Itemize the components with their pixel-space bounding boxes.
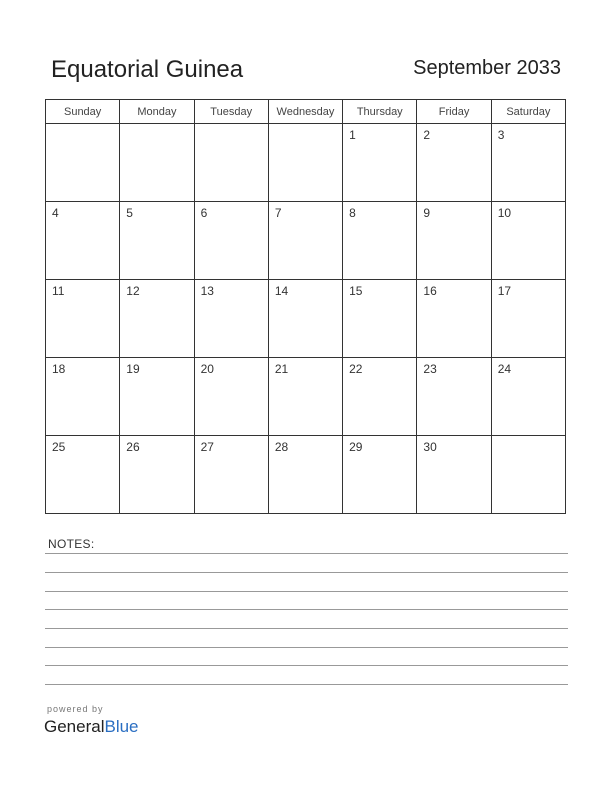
note-line: [45, 647, 568, 648]
day-number: 18: [52, 362, 66, 376]
day-number: 23: [423, 362, 437, 376]
day-number: 20: [200, 362, 214, 376]
calendar-grid: [45, 99, 566, 514]
note-line: [45, 665, 568, 666]
weekday-friday: Friday: [417, 100, 491, 124]
day-number: 16: [423, 284, 437, 298]
day-number: 9: [423, 206, 431, 220]
day-cell: [343, 202, 417, 280]
country-title: Equatorial Guinea: [51, 56, 244, 83]
day-number: 5: [126, 206, 133, 220]
week-row: [46, 280, 566, 358]
day-cell: [120, 202, 194, 280]
day-number: 6: [200, 206, 208, 220]
note-line: [45, 628, 568, 629]
weekday-monday: Monday: [120, 100, 194, 124]
day-number: 19: [126, 362, 140, 376]
day-cell: [491, 280, 565, 358]
day-cell: [46, 202, 120, 280]
day-cell: [46, 124, 120, 202]
day-number: [120, 131, 126, 135]
day-number: [195, 131, 201, 135]
day-cell: [46, 358, 120, 436]
day-number: [269, 131, 275, 135]
day-cell: [417, 280, 491, 358]
day-number: 11: [52, 284, 65, 298]
day-cell: [194, 280, 268, 358]
day-number: [46, 131, 52, 135]
note-line: [45, 684, 568, 685]
day-number: 3: [497, 128, 505, 142]
day-cell: [268, 124, 342, 202]
day-cell: [120, 280, 194, 358]
day-number: [492, 443, 498, 447]
day-number: 29: [349, 440, 363, 454]
day-cell: [491, 358, 565, 436]
day-cell: [194, 202, 268, 280]
day-number: 28: [274, 440, 289, 454]
day-number: 21: [274, 362, 289, 376]
day-cell: [194, 358, 268, 436]
day-cell: [120, 436, 194, 514]
day-number: 17: [497, 284, 512, 298]
day-cell: [491, 124, 565, 202]
day-number: 24: [497, 362, 512, 376]
day-number: 30: [423, 440, 437, 454]
day-cell: [46, 280, 120, 358]
day-cell: [417, 202, 491, 280]
weekday-thursday: Thursday: [343, 100, 417, 124]
note-line: [45, 553, 568, 554]
day-number: 12: [126, 284, 140, 298]
powered-by-text: powered by: [47, 704, 104, 714]
note-line: [45, 591, 568, 592]
day-number: 25: [52, 440, 66, 454]
day-cell: [120, 358, 194, 436]
day-cell: [491, 202, 565, 280]
day-number: 4: [52, 206, 59, 220]
weekday-sunday: Sunday: [46, 100, 120, 124]
day-cell: [417, 436, 491, 514]
weekday-wednesday: Wednesday: [268, 100, 342, 124]
day-cell: [343, 436, 417, 514]
day-number: 1: [349, 128, 356, 142]
notes-label: NOTES:: [48, 537, 95, 551]
weekday-header-row: [46, 100, 566, 124]
brand-blue: Blue: [104, 717, 139, 736]
week-row: [46, 202, 566, 280]
week-row: [46, 358, 566, 436]
day-cell: [268, 202, 342, 280]
day-number: 14: [274, 284, 289, 298]
day-number: 15: [349, 284, 363, 298]
day-cell: [343, 358, 417, 436]
day-cell: [194, 436, 268, 514]
brand-general: General: [44, 717, 105, 736]
note-line: [45, 572, 568, 573]
day-cell: [46, 436, 120, 514]
week-row: [46, 124, 566, 202]
day-number: 22: [349, 362, 363, 376]
day-number: 26: [126, 440, 140, 454]
week-row: [46, 436, 566, 514]
day-cell: [268, 358, 342, 436]
day-number: 7: [274, 206, 282, 220]
day-cell: [491, 436, 565, 514]
day-cell: [343, 124, 417, 202]
day-cell: [417, 358, 491, 436]
month-year-title: September 2033: [413, 57, 561, 79]
day-cell: [343, 280, 417, 358]
day-number: 8: [349, 206, 356, 220]
day-number: 27: [200, 440, 214, 454]
day-cell: [194, 124, 268, 202]
brand-logo[interactable]: [44, 717, 139, 737]
day-cell: [417, 124, 491, 202]
day-cell: [268, 436, 342, 514]
day-number: 13: [200, 284, 214, 298]
day-number: 2: [423, 128, 431, 142]
day-number: 10: [497, 206, 512, 220]
note-line: [45, 609, 568, 610]
weekday-tuesday: Tuesday: [194, 100, 268, 124]
weekday-saturday: Saturday: [491, 100, 565, 124]
day-cell: [268, 280, 342, 358]
day-cell: [120, 124, 194, 202]
